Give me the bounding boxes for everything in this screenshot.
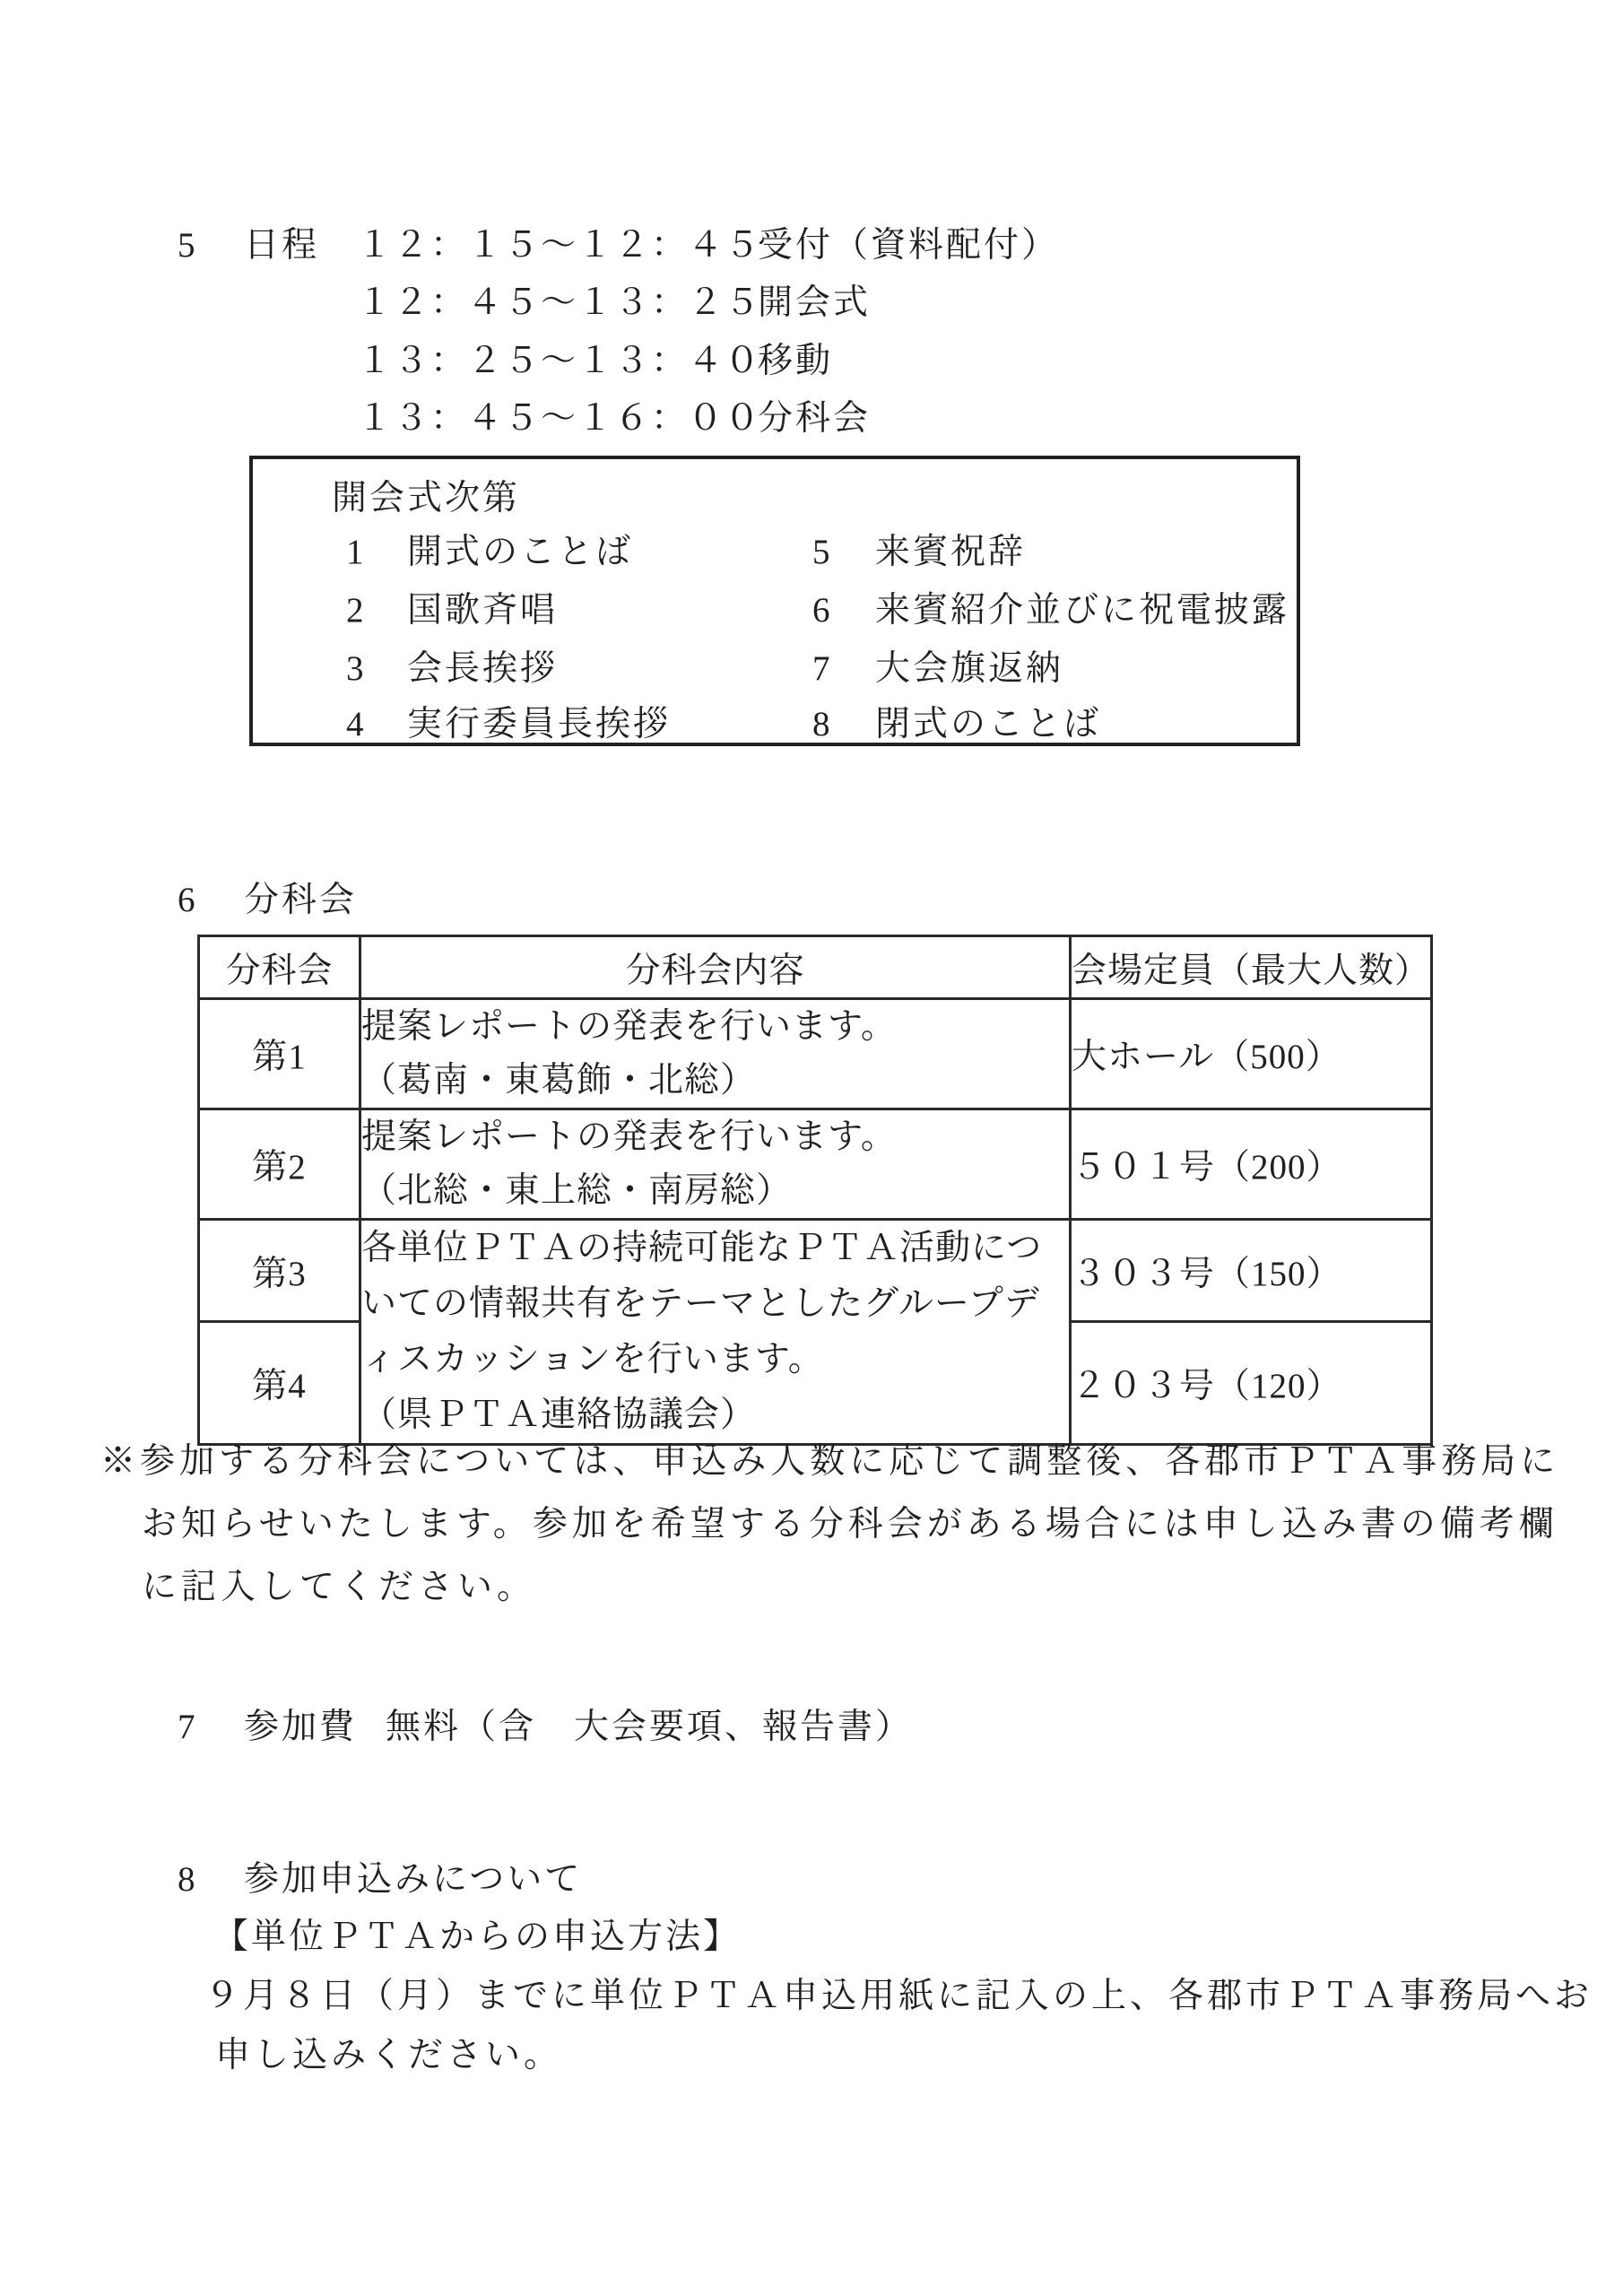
table-header-venue: 会場定員（最大人数） — [1071, 936, 1432, 999]
schedule-time: １２：１５～１２：４５ — [357, 226, 762, 265]
schedule-activity: 移動 — [758, 342, 834, 380]
breakout-note-line: ※参加する分科会については、申込み人数に応じて調整後、各郡市ＰＴＡ事務局に — [100, 1442, 1560, 1481]
section-7-label: 参加費 — [244, 1708, 358, 1746]
ceremony-item-label: 実行委員長挨拶 — [407, 705, 672, 744]
breakout-content-line: ィスカッションを行います。 — [361, 1340, 824, 1378]
section-8-number: 8 — [178, 1860, 198, 1899]
breakout-content-line: （葛南・東葛飾・北総） — [361, 1061, 757, 1100]
section-6-number: 6 — [178, 881, 198, 919]
breakout-row-name: 第4 — [199, 1322, 360, 1445]
breakout-row-venue: ５０１号（200） — [1071, 1109, 1432, 1220]
table-header-row — [199, 936, 1432, 999]
section-5-number: 5 — [178, 226, 198, 265]
ceremony-item-number: 3 — [346, 649, 367, 688]
breakout-table — [197, 935, 1433, 1446]
breakout-content-line: （県ＰＴＡ連絡協議会） — [361, 1396, 757, 1434]
schedule-time: １２：４５～１３：２５ — [357, 283, 762, 322]
table-header-content: 分科会内容 — [360, 936, 1071, 999]
table-row — [199, 1109, 1432, 1220]
breakout-note-line: お知らせいたします。参加を希望する分科会がある場合には申し込み書の備考欄 — [142, 1505, 1558, 1544]
ceremony-item-number: 5 — [812, 533, 833, 571]
breakout-merged-content — [360, 1220, 1071, 1445]
ceremony-item-label: 大会旗返納 — [875, 649, 1064, 688]
schedule-activity: 受付（資料配付） — [758, 226, 1060, 265]
ceremony-item-label: 国歌斉唱 — [407, 591, 559, 630]
application-method-title: 【単位ＰＴＡからの申込方法】 — [213, 1918, 742, 1956]
breakout-content-line: 各単位ＰＴＡの持続可能なＰＴＡ活動につ — [361, 1229, 1043, 1267]
ceremony-item-label: 開式のことば — [407, 533, 634, 571]
ceremony-item-number: 1 — [346, 533, 367, 571]
breakout-row-name: 第1 — [199, 999, 360, 1109]
table-header-session: 分科会 — [199, 936, 360, 999]
breakout-row-venue: ３０３号（150） — [1071, 1220, 1432, 1322]
breakout-content-line: 提案レポートの発表を行います。 — [361, 1007, 897, 1046]
ceremony-item-label: 会長挨拶 — [407, 649, 559, 688]
ceremony-item-number: 4 — [346, 705, 367, 744]
section-7-value: 無料（含 大会要項、報告書） — [386, 1708, 914, 1746]
table-row — [199, 1220, 1432, 1322]
breakout-row-content — [360, 999, 1071, 1109]
breakout-row-name: 第3 — [199, 1220, 360, 1322]
ceremony-item-number: 6 — [812, 591, 833, 630]
breakout-content-line: （北総・東上総・南房総） — [361, 1171, 793, 1210]
section-8-label: 参加申込みについて — [244, 1860, 583, 1899]
section-6-label: 分科会 — [244, 881, 358, 919]
ceremony-item-number: 8 — [812, 705, 833, 744]
breakout-note-line: に記入してください。 — [142, 1568, 537, 1606]
section-5-label: 日程 — [244, 226, 320, 265]
schedule-time: １３：４５～１６：００ — [357, 399, 762, 438]
ceremony-item-number: 7 — [812, 649, 833, 688]
schedule-activity: 分科会 — [758, 399, 872, 438]
breakout-content-line: 提案レポートの発表を行います。 — [361, 1118, 897, 1156]
schedule-time: １３：２５～１３：４０ — [357, 342, 762, 380]
breakout-row-venue: 大ホール（500） — [1071, 999, 1432, 1109]
ceremony-program-box — [249, 456, 1300, 746]
ceremony-item-number: 2 — [346, 591, 367, 630]
ceremony-item-label: 閉式のことば — [875, 705, 1102, 744]
ceremony-item-label: 来賓祝辞 — [875, 533, 1027, 571]
section-7-number: 7 — [178, 1708, 198, 1746]
application-body-line: 申し込みください。 — [215, 2036, 563, 2074]
breakout-row-venue: ２０３号（120） — [1071, 1322, 1432, 1445]
breakout-row-content — [360, 1109, 1071, 1220]
ceremony-item-label: 来賓紹介並びに祝電披露 — [875, 591, 1290, 630]
schedule-activity: 開会式 — [758, 283, 872, 322]
ceremony-title: 開会式次第 — [332, 479, 521, 517]
breakout-content-line: いての情報共有をテーマとしたグループデ — [361, 1284, 1040, 1323]
breakout-row-name: 第2 — [199, 1109, 360, 1220]
table-row — [199, 999, 1432, 1109]
application-body-line: ９月８日（月）までに単位ＰＴＡ申込用紙に記入の上、各郡市ＰＴＡ事務局へお — [204, 1977, 1593, 2015]
